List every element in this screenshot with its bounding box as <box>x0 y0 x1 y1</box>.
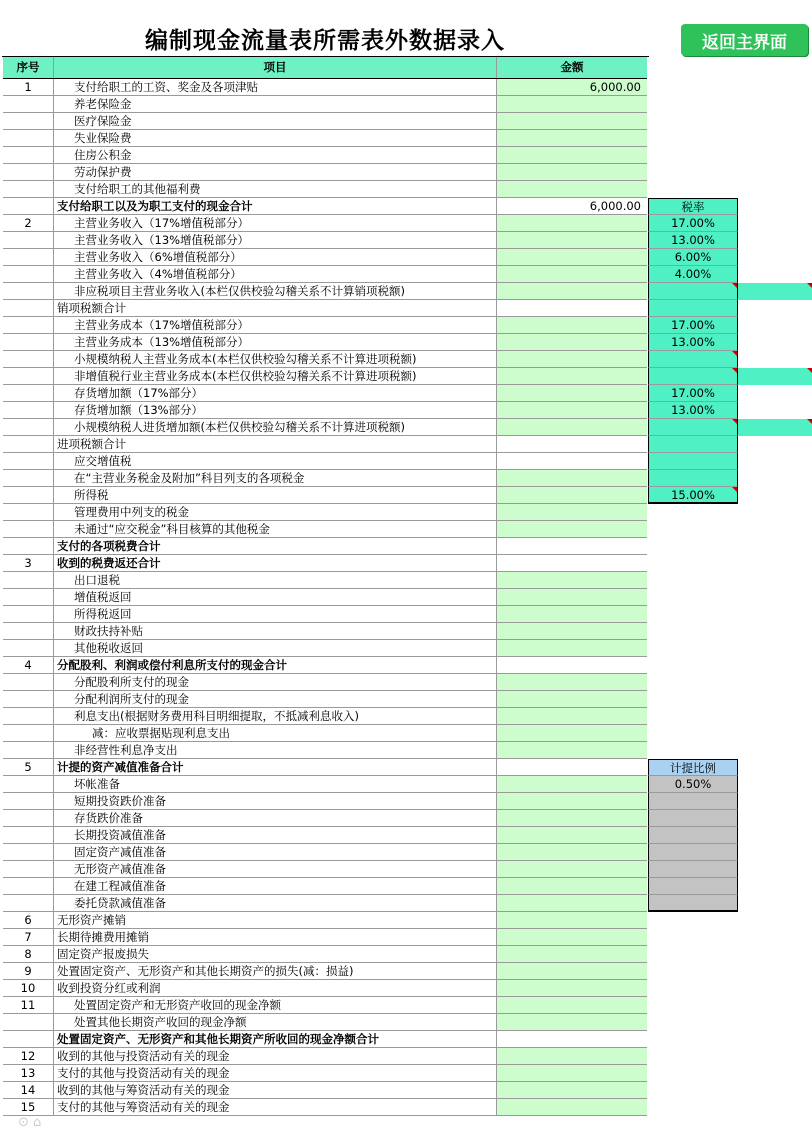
row-seq <box>3 266 54 282</box>
table-row <box>3 436 647 453</box>
row-amount-cell[interactable] <box>497 487 647 503</box>
row-seq <box>3 147 54 163</box>
table-row <box>3 725 647 742</box>
row-seq <box>3 487 54 503</box>
row-amount-cell[interactable]: 6,000.00 <box>497 79 647 95</box>
row-item-label: 所得税 <box>54 487 497 503</box>
table-row <box>3 606 647 623</box>
overflow-strip <box>738 283 812 300</box>
provision-ratio-cell[interactable] <box>648 793 738 810</box>
tax-rate-header: 税率 <box>648 198 738 215</box>
row-item-label: 未通过“应交税金”科目核算的其他税金 <box>54 521 497 537</box>
overflow-strip <box>738 419 812 436</box>
tax-rate-cell[interactable] <box>648 351 738 368</box>
row-item-label: 减：应收票据贴现利息支出 <box>54 725 497 741</box>
row-item-label: 处置固定资产和无形资产收回的现金净额 <box>54 997 497 1013</box>
table-row <box>3 810 647 827</box>
row-seq <box>3 504 54 520</box>
row-amount-cell[interactable]: 6,000.00 <box>497 198 647 214</box>
watermark: ⊙ ⌂ <box>18 1115 42 1130</box>
provision-ratio-cell[interactable] <box>648 844 738 861</box>
row-seq <box>3 538 54 554</box>
row-item-label: 支付的其他与筹资活动有关的现金 <box>54 1099 497 1115</box>
table-row <box>3 487 647 504</box>
row-seq <box>3 368 54 384</box>
table-row <box>3 623 647 640</box>
row-seq <box>3 606 54 622</box>
row-amount-cell[interactable] <box>497 742 647 758</box>
row-item-label: 固定资产减值准备 <box>54 844 497 860</box>
row-amount-cell[interactable] <box>497 963 647 979</box>
row-item-label: 主营业务成本（13%增值税部分） <box>54 334 497 350</box>
row-item-label: 医疗保险金 <box>54 113 497 129</box>
tax-rate-cell[interactable]: 4.00% <box>648 266 738 283</box>
row-item-label: 在建工程减值准备 <box>54 878 497 894</box>
row-item-label: 应交增值税 <box>54 453 497 469</box>
row-seq: 4 <box>3 657 54 673</box>
row-seq <box>3 589 54 605</box>
comment-marker-icon <box>807 419 812 424</box>
row-amount-cell[interactable] <box>497 691 647 707</box>
table-row <box>3 130 647 147</box>
row-item-label: 进项税额合计 <box>54 436 497 452</box>
row-seq: 6 <box>3 912 54 928</box>
row-amount-cell[interactable] <box>497 351 647 367</box>
tax-rate-cell[interactable] <box>648 419 738 436</box>
row-seq <box>3 674 54 690</box>
row-amount-cell[interactable] <box>497 402 647 418</box>
row-amount-cell[interactable] <box>497 317 647 333</box>
row-amount-cell[interactable] <box>497 470 647 486</box>
row-seq <box>3 810 54 826</box>
table-row <box>3 181 647 198</box>
tax-rate-cell[interactable]: 17.00% <box>648 215 738 232</box>
table-row <box>3 402 647 419</box>
table-row <box>3 793 647 810</box>
tax-rate-cell[interactable]: 13.00% <box>648 232 738 249</box>
table-row <box>3 691 647 708</box>
row-amount-cell[interactable] <box>497 572 647 588</box>
tax-rate-cell[interactable]: 13.00% <box>648 334 738 351</box>
page-title: 编制现金流量表所需表外数据录入 <box>145 28 505 54</box>
table-row <box>3 912 647 929</box>
table-row <box>3 249 647 266</box>
row-item-label: 小规模纳税人进货增加额(本栏仅供校验勾稽关系不计算进项税额) <box>54 419 497 435</box>
row-amount-cell[interactable] <box>497 946 647 962</box>
row-amount-cell[interactable] <box>497 1099 647 1115</box>
row-seq <box>3 385 54 401</box>
row-item-label: 短期投资跌价准备 <box>54 793 497 809</box>
row-seq <box>3 300 54 316</box>
row-item-label: 主营业务成本（17%增值税部分） <box>54 317 497 333</box>
row-seq: 5 <box>3 759 54 775</box>
table-row <box>3 1014 647 1031</box>
row-seq <box>3 521 54 537</box>
row-seq <box>3 1031 54 1047</box>
row-item-label: 非应税项目主营业务收入(本栏仅供校验勾稽关系不计算销项税额) <box>54 283 497 299</box>
row-item-label: 固定资产报废损失 <box>54 946 497 962</box>
row-amount-cell[interactable] <box>497 334 647 350</box>
row-item-label: 其他税收返回 <box>54 640 497 656</box>
overflow-strip <box>738 368 812 385</box>
row-item-label: 失业保险费 <box>54 130 497 146</box>
row-amount-cell[interactable] <box>497 980 647 996</box>
row-amount-cell[interactable] <box>497 844 647 860</box>
row-amount-cell[interactable] <box>497 215 647 231</box>
row-seq <box>3 708 54 724</box>
row-item-label: 坏帐准备 <box>54 776 497 792</box>
table-row <box>3 1031 647 1048</box>
row-seq <box>3 844 54 860</box>
row-item-label: 支付给职工的其他福利费 <box>54 181 497 197</box>
row-item-label: 财政扶持补贴 <box>54 623 497 639</box>
tax-rate-cell[interactable]: 15.00% <box>648 487 738 504</box>
row-item-label: 计提的资产减值准备合计 <box>54 759 497 775</box>
row-amount-cell[interactable] <box>497 776 647 792</box>
row-item-label: 支付的其他与投资活动有关的现金 <box>54 1065 497 1081</box>
row-amount-cell[interactable] <box>497 147 647 163</box>
row-seq: 1 <box>3 79 54 95</box>
row-item-label: 分配利润所支付的现金 <box>54 691 497 707</box>
tax-rate-cell[interactable] <box>648 470 738 487</box>
row-seq <box>3 283 54 299</box>
row-amount-cell[interactable] <box>497 419 647 435</box>
row-seq <box>3 453 54 469</box>
row-seq <box>3 249 54 265</box>
row-amount-cell[interactable] <box>497 640 647 656</box>
tax-rate-cell[interactable]: 6.00% <box>648 249 738 266</box>
row-amount-cell[interactable] <box>497 1048 647 1064</box>
row-item-label: 管理费用中列支的税金 <box>54 504 497 520</box>
row-seq <box>3 725 54 741</box>
row-amount-cell[interactable] <box>497 453 647 469</box>
row-item-label: 出口退税 <box>54 572 497 588</box>
row-seq: 14 <box>3 1082 54 1098</box>
row-seq <box>3 181 54 197</box>
row-item-label: 收到的税费返还合计 <box>54 555 497 571</box>
row-item-label: 存货增加额（13%部分） <box>54 402 497 418</box>
table-row <box>3 878 647 895</box>
table-row <box>3 997 647 1014</box>
row-item-label: 分配股利、利润或偿付利息所支付的现金合计 <box>54 657 497 673</box>
row-amount-cell[interactable] <box>497 589 647 605</box>
row-item-label: 收到的其他与筹资活动有关的现金 <box>54 1082 497 1098</box>
provision-ratio-header: 计提比例 <box>648 759 738 776</box>
row-item-label: 销项税额合计 <box>54 300 497 316</box>
row-amount-cell[interactable] <box>497 1082 647 1098</box>
row-seq: 15 <box>3 1099 54 1115</box>
row-seq <box>3 878 54 894</box>
table-row <box>3 96 647 113</box>
row-amount-cell[interactable] <box>497 929 647 945</box>
row-seq <box>3 164 54 180</box>
table-row <box>3 317 647 334</box>
table-row <box>3 232 647 249</box>
row-seq <box>3 232 54 248</box>
row-amount-cell[interactable] <box>497 878 647 894</box>
row-item-label: 增值税返回 <box>54 589 497 605</box>
comment-marker-icon <box>732 368 737 373</box>
comment-marker-icon <box>807 283 812 288</box>
comment-marker-icon <box>732 487 737 492</box>
tax-rate-cell[interactable]: 13.00% <box>648 402 738 419</box>
table-row <box>3 895 647 912</box>
row-item-label: 劳动保护费 <box>54 164 497 180</box>
row-amount-cell[interactable] <box>497 385 647 401</box>
tax-rate-cell[interactable] <box>648 283 738 300</box>
provision-ratio-cell[interactable] <box>648 895 738 912</box>
row-item-label: 支付的各项税费合计 <box>54 538 497 554</box>
table-row <box>3 79 647 96</box>
row-amount-cell[interactable] <box>497 606 647 622</box>
tax-rate-cell[interactable] <box>648 368 738 385</box>
row-seq <box>3 96 54 112</box>
row-amount-cell[interactable] <box>497 895 647 911</box>
table-row <box>3 1082 647 1099</box>
table-row <box>3 742 647 759</box>
row-item-label: 委托贷款减值准备 <box>54 895 497 911</box>
data-table <box>2 56 649 1114</box>
table-row <box>3 963 647 980</box>
row-item-label: 处置其他长期资产收回的现金净额 <box>54 1014 497 1030</box>
row-seq: 11 <box>3 997 54 1013</box>
row-amount-cell[interactable] <box>497 555 647 571</box>
row-item-label: 所得税返回 <box>54 606 497 622</box>
table-row <box>3 351 647 368</box>
comment-marker-icon <box>732 351 737 356</box>
row-seq <box>3 419 54 435</box>
table-row <box>3 589 647 606</box>
row-amount-cell[interactable] <box>497 1065 647 1081</box>
row-seq <box>3 793 54 809</box>
table-row <box>3 1048 647 1065</box>
row-item-label: 存货跌价准备 <box>54 810 497 826</box>
header-seq: 序号 <box>3 57 54 78</box>
table-row <box>3 215 647 232</box>
row-seq: 8 <box>3 946 54 962</box>
row-seq <box>3 317 54 333</box>
row-amount-cell[interactable] <box>497 96 647 112</box>
row-seq <box>3 198 54 214</box>
row-item-label: 主营业务收入（13%增值税部分） <box>54 232 497 248</box>
tax-rate-cell[interactable] <box>648 436 738 453</box>
row-seq: 2 <box>3 215 54 231</box>
row-amount-cell[interactable] <box>497 1031 647 1047</box>
row-seq: 12 <box>3 1048 54 1064</box>
row-item-label: 支付给职工的工资、奖金及各项津贴 <box>54 79 497 95</box>
row-seq: 10 <box>3 980 54 996</box>
table-row <box>3 776 647 793</box>
row-amount-cell[interactable] <box>497 232 647 248</box>
table-row <box>3 1099 647 1116</box>
row-amount-cell[interactable] <box>497 164 647 180</box>
table-row <box>3 929 647 946</box>
table-row <box>3 113 647 130</box>
row-seq <box>3 470 54 486</box>
row-amount-cell[interactable] <box>497 725 647 741</box>
table-row <box>3 980 647 997</box>
row-seq <box>3 436 54 452</box>
comment-marker-icon <box>732 419 737 424</box>
row-seq <box>3 572 54 588</box>
table-row <box>3 555 647 572</box>
row-item-label: 收到投资分红或利润 <box>54 980 497 996</box>
row-item-label: 分配股利所支付的现金 <box>54 674 497 690</box>
row-item-label: 利息支出(根据财务费用科目明细提取，不抵减利息收入) <box>54 708 497 724</box>
row-item-label: 长期待摊费用摊销 <box>54 929 497 945</box>
table-row <box>3 334 647 351</box>
table-row <box>3 385 647 402</box>
row-amount-cell[interactable] <box>497 1014 647 1030</box>
row-item-label: 存货增加额（17%部分） <box>54 385 497 401</box>
row-amount-cell[interactable] <box>497 130 647 146</box>
table-row <box>3 946 647 963</box>
row-seq <box>3 334 54 350</box>
comment-marker-icon <box>732 283 737 288</box>
row-item-label: 处置固定资产、无形资产和其他长期资产的损失(减：损益) <box>54 963 497 979</box>
row-seq <box>3 1014 54 1030</box>
table-row <box>3 674 647 691</box>
row-seq <box>3 640 54 656</box>
table-row <box>3 504 647 521</box>
tax-rate-cell[interactable] <box>648 453 738 470</box>
provision-ratio-cell[interactable] <box>648 827 738 844</box>
provision-ratio-cell[interactable] <box>648 861 738 878</box>
row-amount-cell[interactable] <box>497 793 647 809</box>
row-item-label: 支付给职工以及为职工支付的现金合计 <box>54 198 497 214</box>
row-seq <box>3 776 54 792</box>
table-header <box>3 57 647 79</box>
row-amount-cell[interactable] <box>497 997 647 1013</box>
row-amount-cell[interactable] <box>497 181 647 197</box>
row-amount-cell[interactable] <box>497 266 647 282</box>
row-seq: 9 <box>3 963 54 979</box>
row-seq <box>3 623 54 639</box>
tax-rate-cell[interactable] <box>648 300 738 317</box>
row-amount-cell[interactable] <box>497 538 647 554</box>
row-seq <box>3 113 54 129</box>
row-item-label: 无形资产摊销 <box>54 912 497 928</box>
table-row <box>3 844 647 861</box>
table-row <box>3 640 647 657</box>
row-seq <box>3 130 54 146</box>
row-seq <box>3 827 54 843</box>
row-item-label: 非经营性利息净支出 <box>54 742 497 758</box>
table-row <box>3 708 647 725</box>
table-row <box>3 470 647 487</box>
row-amount-cell[interactable] <box>497 504 647 520</box>
table-row <box>3 419 647 436</box>
row-item-label: 长期投资减值准备 <box>54 827 497 843</box>
row-amount-cell[interactable] <box>497 657 647 673</box>
row-item-label: 主营业务收入（4%增值税部分） <box>54 266 497 282</box>
row-amount-cell[interactable] <box>497 283 647 299</box>
row-amount-cell[interactable] <box>497 827 647 843</box>
table-row <box>3 657 647 674</box>
row-amount-cell[interactable] <box>497 368 647 384</box>
row-item-label: 非增值税行业主营业务成本(本栏仅供校验勾稽关系不计算进项税额) <box>54 368 497 384</box>
table-row <box>3 300 647 317</box>
table-row <box>3 164 647 181</box>
table-row <box>3 198 647 215</box>
table-row <box>3 266 647 283</box>
row-seq <box>3 351 54 367</box>
table-row <box>3 453 647 470</box>
row-amount-cell[interactable] <box>497 249 647 265</box>
provision-ratio-cell[interactable] <box>648 878 738 895</box>
comment-marker-icon <box>807 368 812 373</box>
table-row <box>3 283 647 300</box>
row-amount-cell[interactable] <box>497 708 647 724</box>
row-amount-cell[interactable] <box>497 861 647 877</box>
row-amount-cell[interactable] <box>497 113 647 129</box>
provision-ratio-cell[interactable]: 0.50% <box>648 776 738 793</box>
row-seq: 13 <box>3 1065 54 1081</box>
row-seq: 3 <box>3 555 54 571</box>
row-seq: 7 <box>3 929 54 945</box>
table-row <box>3 368 647 385</box>
row-seq <box>3 742 54 758</box>
row-amount-cell[interactable] <box>497 300 647 316</box>
tax-rate-cell[interactable]: 17.00% <box>648 317 738 334</box>
back-to-main-button[interactable]: 返回主界面 <box>681 24 808 56</box>
table-row <box>3 538 647 555</box>
row-seq <box>3 402 54 418</box>
table-row <box>3 759 647 776</box>
row-amount-cell[interactable] <box>497 810 647 826</box>
row-item-label: 住房公积金 <box>54 147 497 163</box>
row-item-label: 无形资产减值准备 <box>54 861 497 877</box>
header-item: 项目 <box>54 57 497 78</box>
row-amount-cell[interactable] <box>497 436 647 452</box>
table-row <box>3 827 647 844</box>
row-item-label: 小规模纳税人主营业务成本(本栏仅供校验勾稽关系不计算进项税额) <box>54 351 497 367</box>
row-amount-cell[interactable] <box>497 759 647 775</box>
row-item-label: 养老保险金 <box>54 96 497 112</box>
tax-rate-cell[interactable]: 17.00% <box>648 385 738 402</box>
row-item-label: 收到的其他与投资活动有关的现金 <box>54 1048 497 1064</box>
row-amount-cell[interactable] <box>497 912 647 928</box>
row-item-label: 主营业务收入（17%增值税部分） <box>54 215 497 231</box>
row-item-label: 在“主营业务税金及附加”科目列支的各项税金 <box>54 470 497 486</box>
row-amount-cell[interactable] <box>497 623 647 639</box>
table-row <box>3 147 647 164</box>
row-seq <box>3 691 54 707</box>
table-row <box>3 572 647 589</box>
row-amount-cell[interactable] <box>497 674 647 690</box>
header-amount: 金额 <box>497 57 647 78</box>
row-seq <box>3 895 54 911</box>
table-row <box>3 521 647 538</box>
row-item-label: 主营业务收入（6%增值税部分） <box>54 249 497 265</box>
row-seq <box>3 861 54 877</box>
table-row <box>3 861 647 878</box>
row-item-label: 处置固定资产、无形资产和其他长期资产所收回的现金净额合计 <box>54 1031 497 1047</box>
row-amount-cell[interactable] <box>497 521 647 537</box>
provision-ratio-cell[interactable] <box>648 810 738 827</box>
table-row <box>3 1065 647 1082</box>
